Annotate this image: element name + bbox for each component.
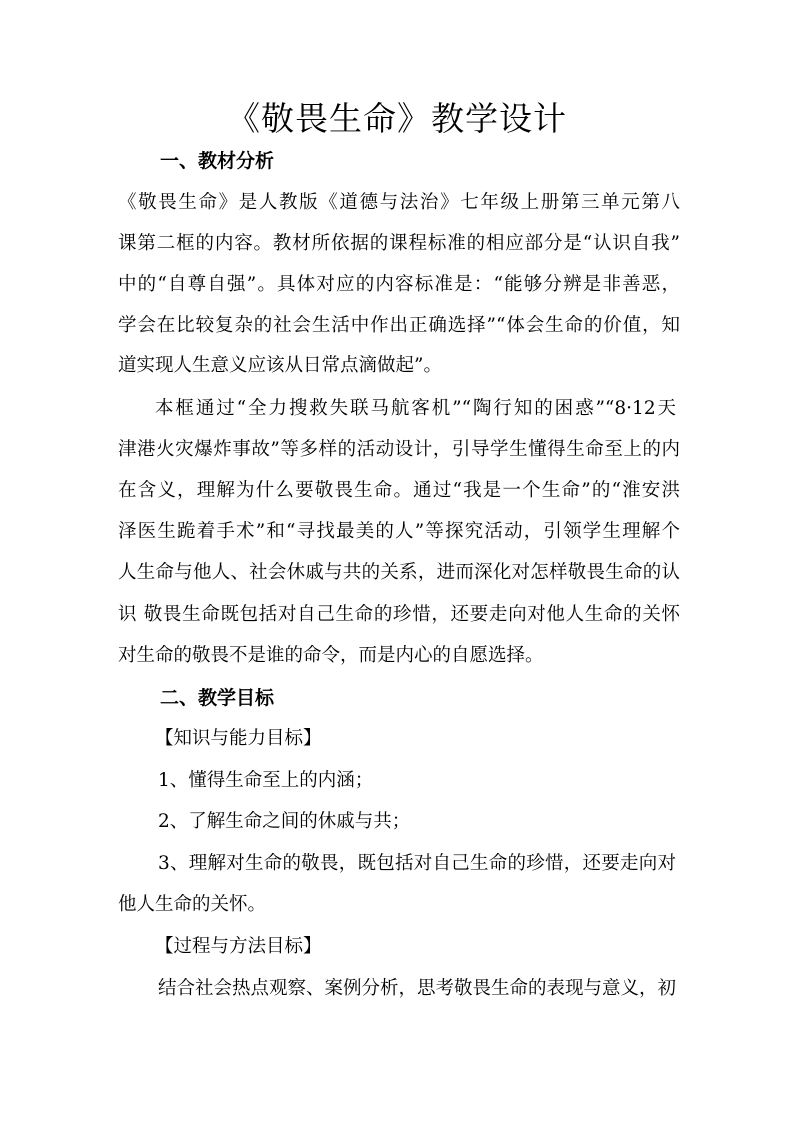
subheading-knowledge-ability: 【知识与能力目标】 [155, 728, 322, 749]
paragraph-line: 泽医生跪着手术”和“寻找最美的人”等探究活动，引领学生理解个 [118, 521, 680, 542]
paragraph-line: 津港火灾爆炸事故”等多样的活动设计，引导学生懂得生命至上的内 [118, 439, 680, 460]
document-title: 《敬畏生命》教学设计 [227, 99, 567, 138]
objective-item-3-line1: 3、理解对生命的敬畏，既包括对自己生命的珍惜，还要走向对 [158, 853, 676, 874]
paragraph-line: 道实现人生意义应该从日常点滴做起”。 [118, 355, 442, 376]
paragraph-line: 结合社会热点观察、案例分析，思考敬畏生命的表现与意义，初 [158, 978, 677, 999]
paragraph-line: 中的“自尊自强”。具体对应的内容标准是：“能够分辨是非善恶， [118, 274, 680, 295]
objective-item-3-line2: 他人生命的关怀。 [118, 894, 267, 915]
objective-item-2: 2、了解生命之间的休戚与共； [158, 811, 411, 832]
section-heading-teaching-objectives: 二、教学目标 [160, 687, 275, 709]
paragraph-line: 本框通过“全力搜救失联马航客机”“陶行知的困惑”“8·12天 [155, 398, 676, 419]
objective-item-1: 1、懂得生命至上的内涵； [158, 770, 374, 791]
paragraph-line: 《敬畏生命》是人教版《道德与法治》七年级上册第三单元第八 [118, 192, 680, 213]
subheading-process-method: 【过程与方法目标】 [155, 936, 322, 957]
paragraph-line: 对生命的敬畏不是谁的命令，而是内心的自愿选择。 [118, 645, 544, 666]
paragraph-line: 人生命与他人、社会休戚与共的关系，进而深化对怎样敬畏生命的认 [118, 562, 680, 583]
paragraph-line: 识 敬畏生命既包括对自己生命的珍惜，还要走向对他人生命的关怀 [118, 604, 680, 625]
paragraph-line: 课第二框的内容。教材所依据的课程标准的相应部分是“认识自我” [118, 233, 680, 254]
paragraph-line: 学会在比较复杂的社会生活中作出正确选择”“体会生命的价值，知 [118, 315, 680, 336]
paragraph-line: 在含义，理解为什么要敬畏生命。通过“我是一个生命”的“淮安洪 [118, 480, 680, 501]
section-heading-textbook-analysis: 一、教材分析 [160, 150, 275, 172]
